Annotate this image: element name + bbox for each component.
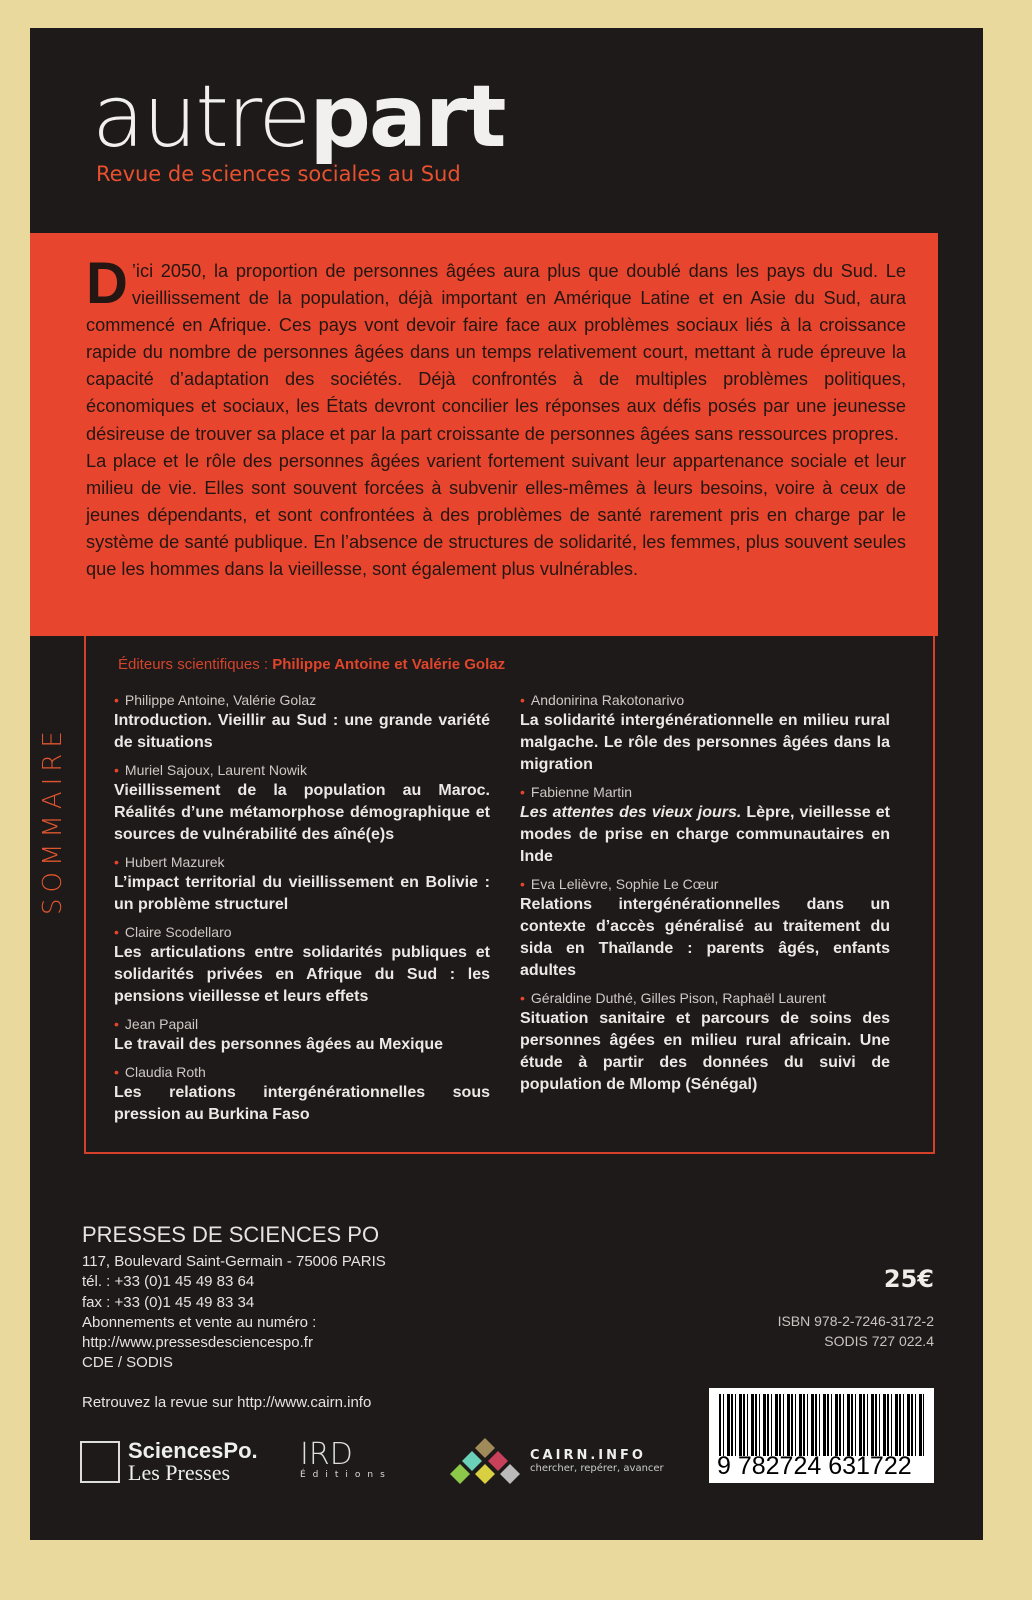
toc-title [520,802,890,868]
toc-title: Le travail des personnes âgées au Mexique [114,1036,444,1053]
isbn: ISBN 978-2-7246-3172-2 [777,1313,934,1329]
sciencespo-logo [80,1440,258,1484]
toc-item [520,874,890,982]
toc-item [114,1014,490,1056]
tagline: Revue de sciences sociales au Sud [96,162,461,186]
barcode [709,1388,934,1483]
cairn-text: CAIRN.INFO [530,1448,646,1463]
toc-author: • Fabienne Martin [520,782,890,802]
cairn-notice: Retrouvez la revue sur http://www.cairn.info [82,1394,372,1411]
toc-title: Situation sanitaire et parcours de soins des personnes âgées en milieu rural africain. Une étude à partir des données du suivi de population de Mlomp (Sénégal) [520,1010,890,1093]
cairn-subtext: chercher, repérer, avancer [530,1463,664,1474]
crest-icon [80,1441,120,1483]
toc-author: • Claudia Roth [114,1062,490,1082]
toc-right-column [520,690,890,1102]
toc-title: Les relations intergénérationnelles sous pression au Burkina Faso [114,1084,490,1123]
isbn-block [778,1311,934,1351]
cairn-diamonds-icon [450,1438,520,1484]
toc-author: • Andonirina Rakotonarivo [520,690,890,710]
toc-title-italic: Les attentes des vieux jours. [520,804,742,821]
toc-item [114,690,490,754]
barcode-bars [719,1394,924,1456]
toc-item [114,760,490,846]
toc-title: Introduction. Vieillir au Sud : une grande variété de situations [114,712,490,751]
publisher-phone: tél. : +33 (0)1 45 49 83 64 [82,1273,255,1291]
toc-author: • Géraldine Duthé, Gilles Pison, Raphaël Laurent [520,988,890,1008]
publisher-info [82,1222,386,1374]
ird-logo [300,1437,392,1480]
toc-item [114,922,490,1008]
sodis: SODIS 727 022.4 [824,1333,934,1349]
toc-item [114,1062,490,1126]
logo-bold: part [309,67,505,167]
publisher-subscriptions: Abonnements et vente au numéro : [82,1313,317,1331]
journal-logo [92,67,505,167]
toc-author: • Muriel Sajoux, Laurent Nowik [114,760,490,780]
sciencespo-text: SciencesPo. [128,1438,258,1463]
toc-item [520,690,890,776]
publisher-address: 117, Boulevard Saint-Germain - 75006 PARIS [82,1253,386,1270]
intro-paragraph-1: ’ici 2050, la proportion de personnes âgées aura plus que doublé dans les pays du Sud. Le vieillissement de la population, déjà important en Amérique Latine et en Asie du Sud, aura commencé en Afrique. Ces pays vont devoir faire face aux problèmes sociaux liés à la croissance rapide du nombre de personnes âgées dans un temps relativement court, mettant à rude épreuve la capacité d’adaptation des sociétés. Déjà confrontés à de multiples problèmes politiques, économiques et sociaux, les États devront concilier les réponses aux défis posés par une jeunesse désireuse de trouver sa place et par la part croissante de personnes âgées sans ressources propres. [86,261,906,444]
ird-subtext: Éditions [300,1470,392,1480]
toc-item [520,782,890,868]
drop-cap: D [86,251,128,316]
toc-title: Vieillissement de la population au Maroc. Réalités d’une métamorphose démographique et sources de vulnérabilité des aîné(e)s [114,782,490,843]
editors-line [118,656,505,673]
toc-author: • Jean Papail [114,1014,490,1034]
publisher-name: PRESSES DE SCIENCES PO [82,1222,380,1247]
publisher-website: http://www.pressesdesciencespo.fr [82,1334,313,1352]
publisher-distribution: CDE / SODIS [82,1354,173,1372]
les-presses-text: Les Presses [128,1460,231,1485]
editors-names: Philippe Antoine et Valérie Golaz [272,656,506,673]
toc-left-column [114,690,490,1132]
ird-text: IRD [300,1437,353,1472]
intro-paragraph-2: La place et le rôle des personnes âgées varient fortement suivant leur appartenance sociale et leur milieu de vie. Elles sont souvent forcées à subvenir elles-mêmes à leurs besoins, voire à ceux de jeunes dépendants, et sont confrontées à des problèmes de santé rarement pris en charge par le système de santé publique. En l’absence de structures de solidarité, les femmes, plus souvent seules que les hommes dans la vieillesse, sont également plus vulnérables. [86,450,906,580]
toc-author: • Philippe Antoine, Valérie Golaz [114,690,490,710]
publisher-fax: fax : +33 (0)1 45 49 83 34 [82,1293,255,1311]
toc-author: • Hubert Mazurek [114,852,490,872]
editors-label: Éditeurs scientifiques : [118,656,273,673]
toc-title: Relations intergénérationnelles dans un contexte d’accès généralisé au traitement du sida en Thaïlande : parents âgés, enfants adultes [520,896,890,979]
toc-author: • Eva Lelièvre, Sophie Le Cœur [520,874,890,894]
intro-text [86,251,906,583]
toc-title: La solidarité intergénérationnelle en milieu rural malgache. Le rôle des personnes âgées dans la migration [520,712,890,773]
logo-light: autre [92,67,310,167]
toc-item [114,852,490,916]
toc-title: L’impact territorial du vieillissement en Bolivie : un problème structurel [114,874,490,913]
sommaire-label: SOMMAIRE [38,725,68,915]
toc-title-rest: Lèpre, vieillesse et modes de prise en charge communautaires en Inde [520,804,891,865]
cairn-logo [450,1438,664,1484]
toc-title: Les articulations entre solidarités publiques et solidarités privées en Afrique du Sud : les pensions vieillesse et leurs effets [114,944,490,1005]
barcode-number: 9 782724 631722 [717,1452,912,1480]
price: 25€ [883,1265,934,1293]
toc-item [520,988,890,1096]
toc-author: • Claire Scodellaro [114,922,490,942]
